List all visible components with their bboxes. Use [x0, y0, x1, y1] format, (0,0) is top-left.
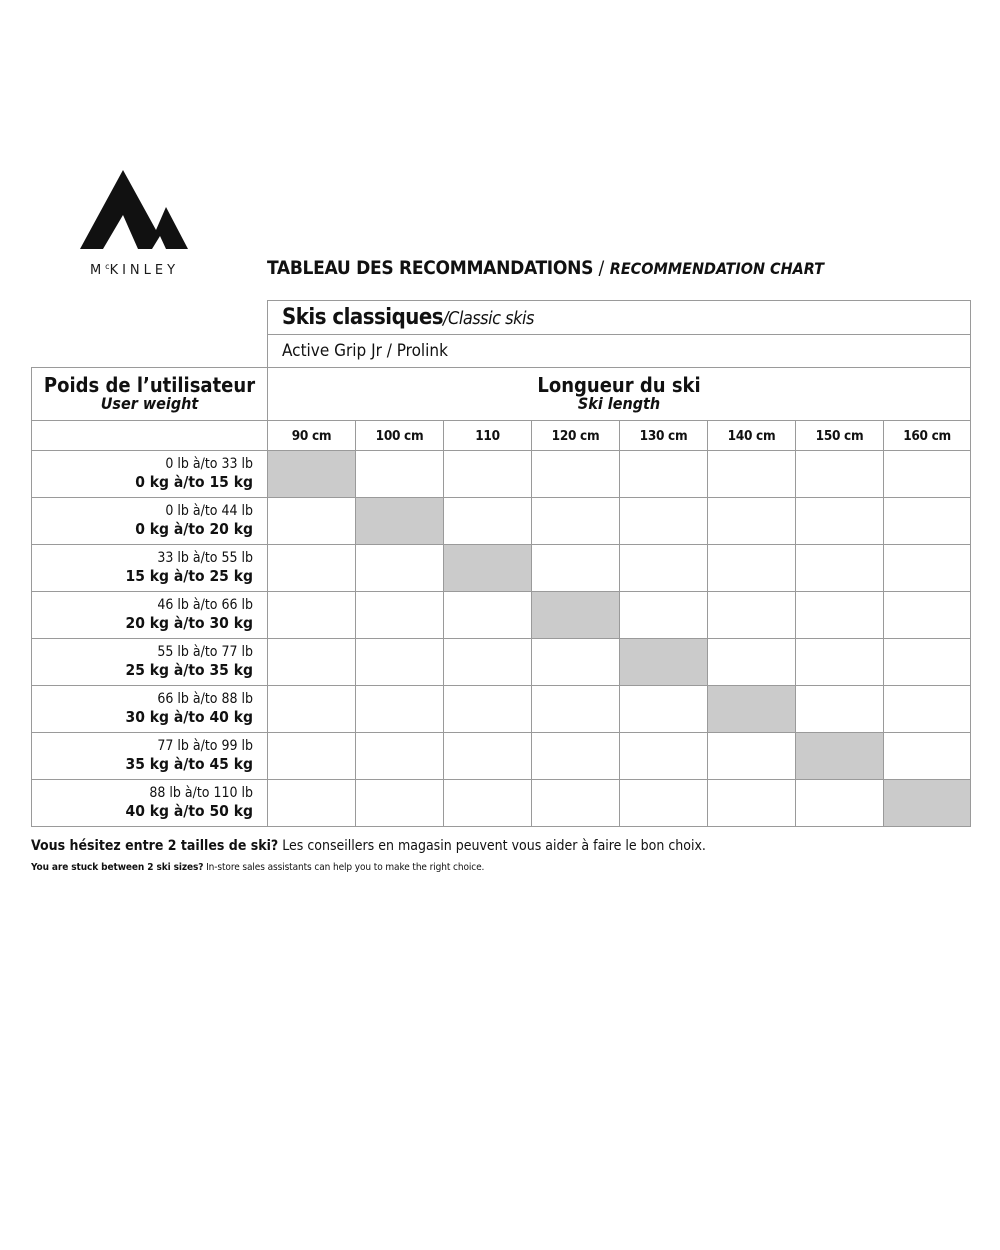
- grid-cell: [532, 545, 620, 592]
- grid-cell: [356, 451, 444, 498]
- grid-cell: [532, 733, 620, 780]
- recommendation-table: [31, 300, 971, 827]
- title-separator: /: [593, 257, 610, 279]
- weight-range: [32, 780, 268, 827]
- weight-range: [32, 592, 268, 639]
- weight-lb: 55 lb à/to 77 lb: [157, 644, 253, 661]
- recommended-cell: [356, 498, 444, 545]
- recommended-cell: [620, 639, 708, 686]
- table-row: [32, 639, 971, 686]
- table-row: [32, 498, 971, 545]
- grid-cell: [708, 639, 796, 686]
- grid-cell: [620, 592, 708, 639]
- grid-cell: [796, 451, 884, 498]
- grid-cell: [708, 780, 796, 827]
- grid-cell: [268, 639, 356, 686]
- recommended-cell: [532, 592, 620, 639]
- grid-cell: [444, 733, 532, 780]
- weight-kg: 25 kg à/to 35 kg: [125, 661, 253, 680]
- weight-kg: 30 kg à/to 40 kg: [125, 708, 253, 727]
- weight-kg: 20 kg à/to 30 kg: [125, 614, 253, 633]
- grid-cell: [444, 686, 532, 733]
- weight-range: [32, 639, 268, 686]
- recommended-cell: [268, 451, 356, 498]
- recommended-cell: [884, 780, 971, 827]
- grid-cell: [884, 592, 971, 639]
- grid-cell: [708, 498, 796, 545]
- length-header: Longueur du ski Ski length: [268, 368, 971, 421]
- weight-lb: 33 lb à/to 55 lb: [157, 550, 253, 567]
- grid-cell: [444, 498, 532, 545]
- title-french: TABLEAU DES RECOMMANDATIONS: [267, 257, 594, 279]
- length-column-header: 100 cm: [356, 421, 444, 451]
- weight-lb: 88 lb à/to 110 lb: [149, 785, 253, 802]
- page-title: [267, 257, 824, 279]
- length-column-header: 160 cm: [884, 421, 971, 451]
- grid-cell: [532, 639, 620, 686]
- grid-cell: [884, 639, 971, 686]
- length-column-header: 90 cm: [268, 421, 356, 451]
- grid-cell: [444, 639, 532, 686]
- ski-models: Active Grip Jr / Prolink: [268, 335, 971, 368]
- weight-lb: 66 lb à/to 88 lb: [157, 691, 253, 708]
- grid-cell: [796, 498, 884, 545]
- weight-lb: 0 lb à/to 33 lb: [165, 456, 253, 473]
- grid-cell: [356, 639, 444, 686]
- grid-cell: [884, 498, 971, 545]
- table-row: [32, 686, 971, 733]
- grid-cell: [884, 733, 971, 780]
- grid-cell: [444, 451, 532, 498]
- weight-lb: 0 lb à/to 44 lb: [165, 503, 253, 520]
- length-row-spacer: [32, 421, 268, 451]
- grid-cell: [620, 780, 708, 827]
- weight-range: [32, 686, 268, 733]
- weight-kg: 0 kg à/to 20 kg: [135, 520, 253, 539]
- grid-cell: [268, 686, 356, 733]
- grid-cell: [620, 545, 708, 592]
- grid-cell: [444, 592, 532, 639]
- grid-cell: [268, 733, 356, 780]
- grid-cell: [796, 639, 884, 686]
- grid-cell: [884, 686, 971, 733]
- weight-kg: 0 kg à/to 15 kg: [135, 473, 253, 492]
- brand-name: $M^cKINLEY$: [89, 262, 180, 278]
- recommended-cell: [796, 733, 884, 780]
- grid-cell: [268, 545, 356, 592]
- grid-cell: [356, 733, 444, 780]
- recommended-cell: [708, 686, 796, 733]
- grid-cell: [796, 780, 884, 827]
- length-column-header: 120 cm: [532, 421, 620, 451]
- grid-cell: [620, 451, 708, 498]
- length-column-header: 110: [444, 421, 532, 451]
- length-column-header: 150 cm: [796, 421, 884, 451]
- table-row: [32, 733, 971, 780]
- grid-cell: [708, 733, 796, 780]
- weight-range: [32, 545, 268, 592]
- grid-cell: [268, 498, 356, 545]
- grid-cell: [796, 686, 884, 733]
- grid-cell: [532, 686, 620, 733]
- grid-cell: [796, 592, 884, 639]
- mckinley-logo: [80, 170, 188, 250]
- length-column-header: 130 cm: [620, 421, 708, 451]
- grid-cell: [884, 545, 971, 592]
- mountain-icon: [80, 170, 188, 249]
- grid-cell: [356, 686, 444, 733]
- grid-cell: [884, 451, 971, 498]
- grid-cell: [356, 592, 444, 639]
- weight-lb: 46 lb à/to 66 lb: [157, 597, 253, 614]
- length-column-header: 140 cm: [708, 421, 796, 451]
- grid-cell: [532, 451, 620, 498]
- weight-range: [32, 498, 268, 545]
- grid-cell: [532, 498, 620, 545]
- title-english: RECOMMENDATION CHART: [609, 259, 824, 278]
- grid-cell: [268, 780, 356, 827]
- table-row: [32, 545, 971, 592]
- table-row: [32, 780, 971, 827]
- grid-cell: [356, 780, 444, 827]
- weight-lb: 77 lb à/to 99 lb: [157, 738, 253, 755]
- weight-range: [32, 733, 268, 780]
- grid-cell: [620, 733, 708, 780]
- weight-range: [32, 451, 268, 498]
- grid-cell: [268, 592, 356, 639]
- weight-kg: 15 kg à/to 25 kg: [125, 567, 253, 586]
- blank-corner: [32, 301, 268, 368]
- grid-cell: [796, 545, 884, 592]
- note-english: You are stuck between 2 ski sizes? In-store sales assistants can help you to make the right choice.: [31, 862, 485, 873]
- table-row: [32, 451, 971, 498]
- table-row: [32, 592, 971, 639]
- weight-kg: 40 kg à/to 50 kg: [125, 802, 253, 821]
- grid-cell: [708, 545, 796, 592]
- grid-cell: [708, 451, 796, 498]
- grid-cell: [532, 780, 620, 827]
- note-french: Vous hésitez entre 2 tailles de ski? Les conseillers en magasin peuvent vous aider à faire le bon choix.: [31, 838, 706, 854]
- ski-category: Skis classiques/Classic skis: [268, 301, 971, 335]
- grid-cell: [356, 545, 444, 592]
- recommended-cell: [444, 545, 532, 592]
- weight-header: Poids de l’utilisateur User weight: [32, 368, 268, 421]
- grid-cell: [620, 498, 708, 545]
- grid-cell: [708, 592, 796, 639]
- weight-kg: 35 kg à/to 45 kg: [125, 755, 253, 774]
- grid-cell: [620, 686, 708, 733]
- grid-cell: [444, 780, 532, 827]
